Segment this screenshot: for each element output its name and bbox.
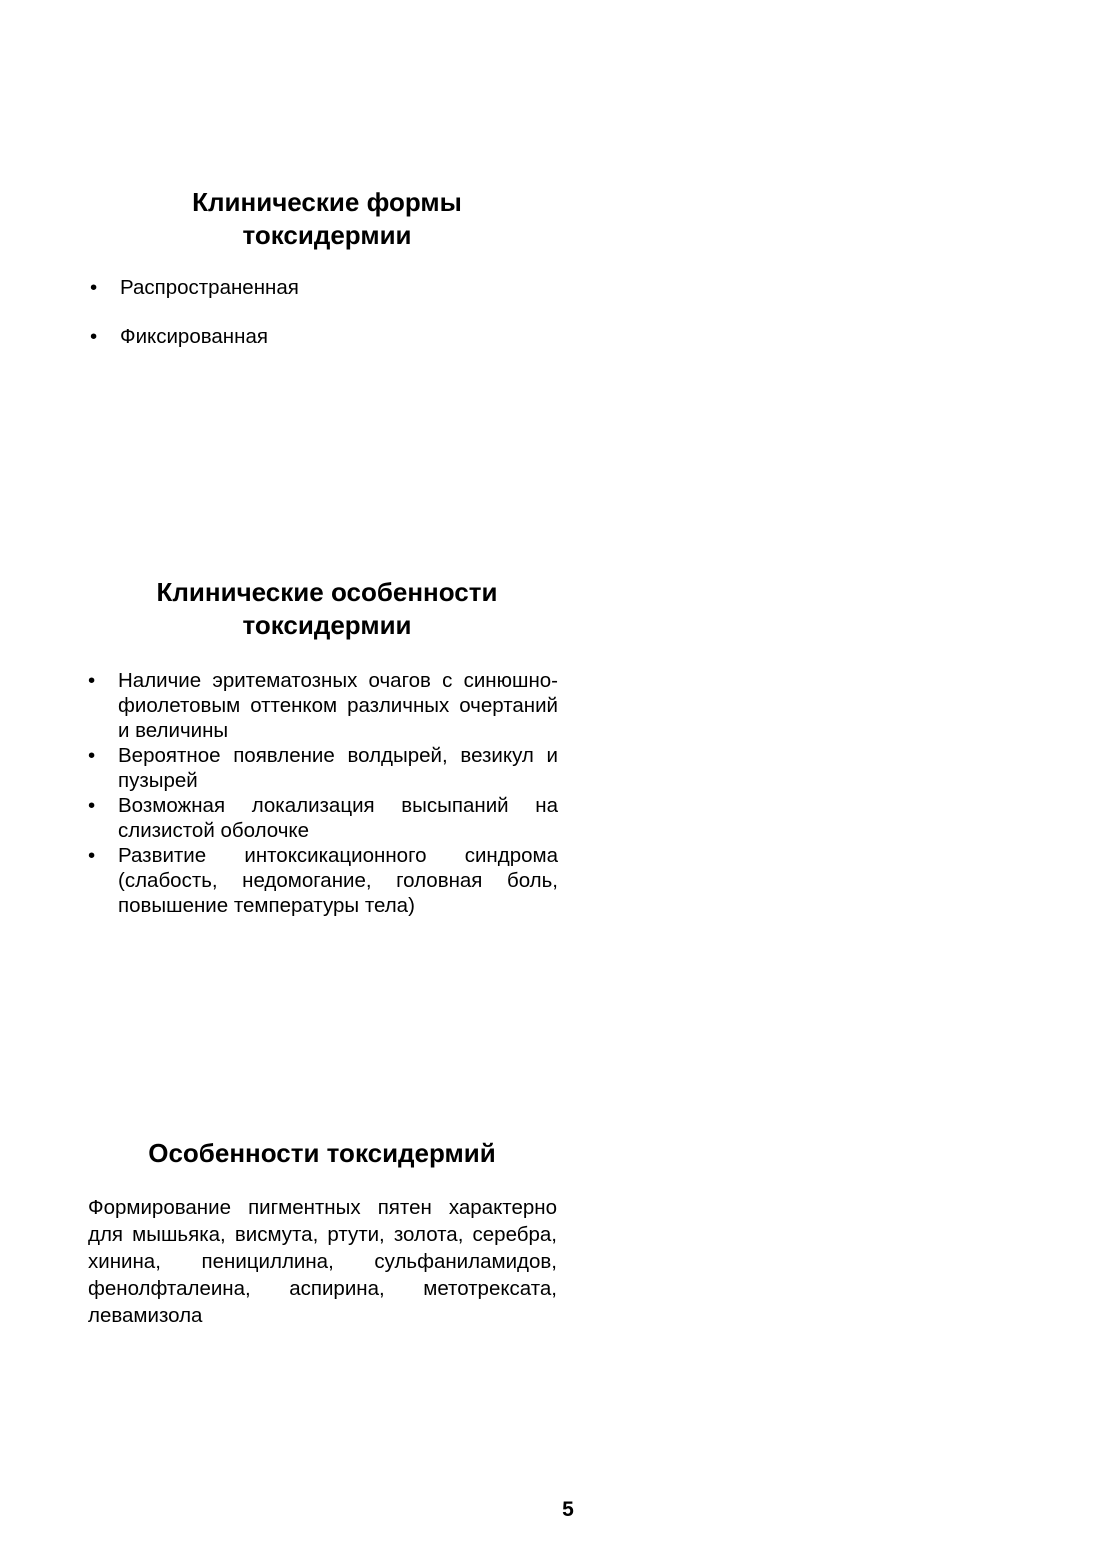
section-title-clinical-features xyxy=(100,576,554,642)
bullet-icon: • xyxy=(90,276,98,299)
list-item xyxy=(88,668,558,743)
clinical-features-list xyxy=(88,668,558,918)
section-title-specifics xyxy=(88,1137,556,1170)
list-item-text: Развитие интоксикационного синдрома (слабость, недомогание, головная боль, повышение температуры тела) xyxy=(118,844,558,917)
list-item xyxy=(88,793,558,843)
bullet-icon: • xyxy=(90,325,98,348)
section-title-line: токсидермии xyxy=(242,610,412,640)
section-title-clinical-forms xyxy=(100,186,554,252)
page-number: 5 xyxy=(562,1498,574,1521)
list-item-text: Распространенная xyxy=(120,276,299,299)
list-item xyxy=(88,843,558,918)
section-title-line: Особенности токсидермий xyxy=(148,1138,496,1168)
list-item xyxy=(88,743,558,793)
bullet-icon: • xyxy=(88,794,96,817)
list-item-text: Фиксированная xyxy=(120,325,268,348)
section-title-line: Клинические формы xyxy=(192,187,462,217)
section-title-line: токсидермии xyxy=(242,220,412,250)
list-item-text: Наличие эритематозных очагов с синюшно-фиолетовым оттенком различных очертаний и величины xyxy=(118,669,558,742)
list-item xyxy=(90,324,560,350)
clinical-forms-list xyxy=(90,275,560,373)
bullet-icon: • xyxy=(88,669,96,692)
body-paragraph: Формирование пигментных пятен характерно для мышьяка, висмута, ртути, золота, серебра, хинина, пенициллина, сульфаниламидов, фенолфталеина, аспирина, метотрексата, левамизола xyxy=(88,1196,557,1327)
section-title-line: Клинические особенности xyxy=(156,577,498,607)
list-item xyxy=(90,275,560,301)
bullet-icon: • xyxy=(88,744,96,767)
list-item-text: Вероятное появление волдырей, везикул и пузырей xyxy=(118,744,558,792)
list-item-text: Возможная локализация высыпаний на слизистой оболочке xyxy=(118,794,558,842)
bullet-icon: • xyxy=(88,844,96,867)
